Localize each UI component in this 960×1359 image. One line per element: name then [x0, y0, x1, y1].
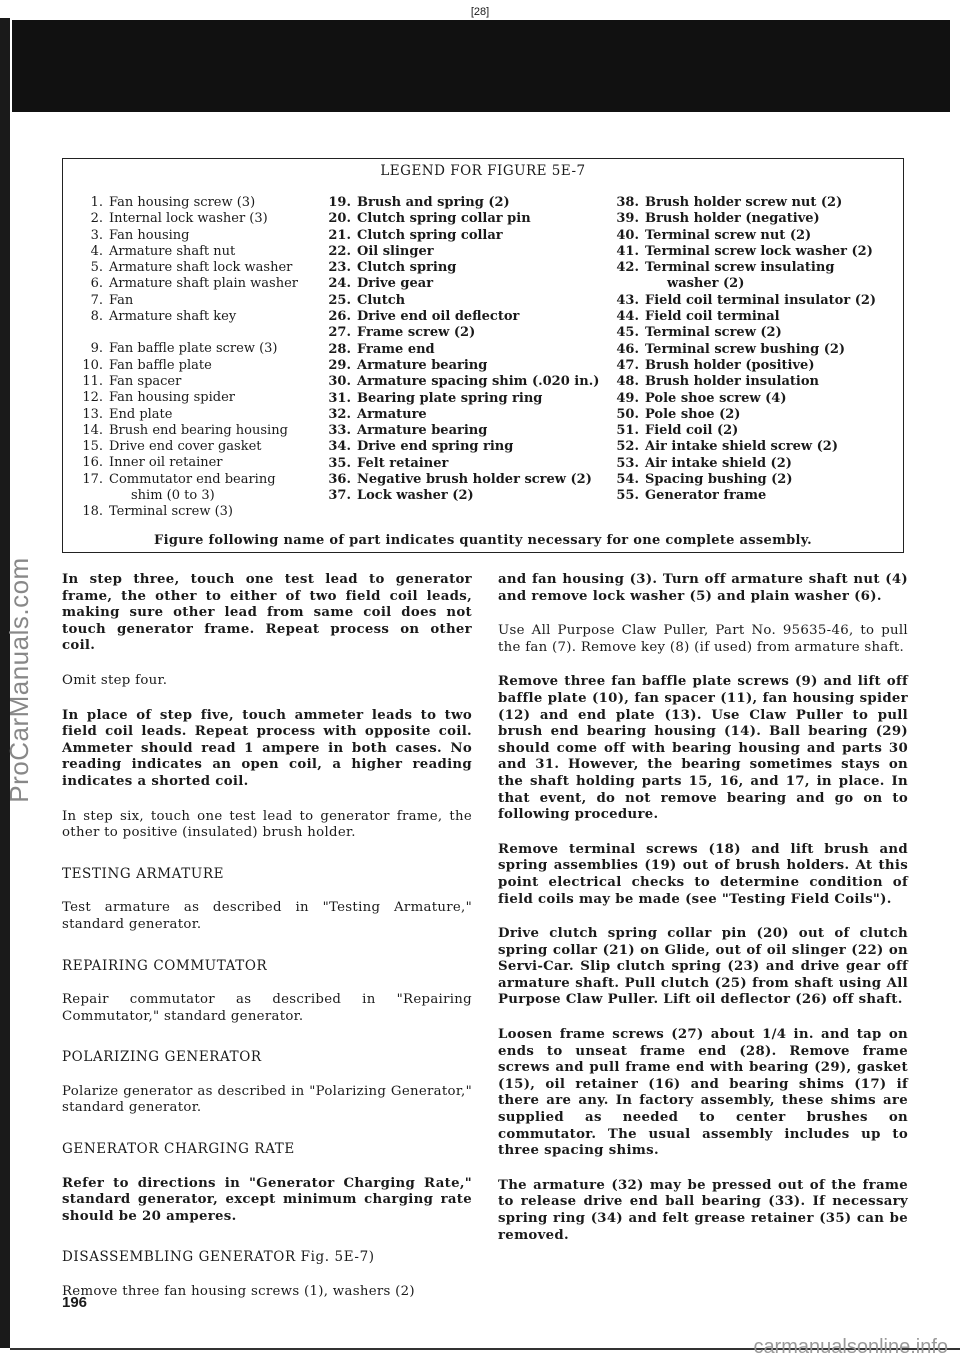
legend-item: 34. Drive end spring ring	[328, 439, 514, 455]
paragraph: Drive clutch spring collar pin (20) out of clutch spring collar (21) on Glide, out of oil slinger (22) on Servi-Car. Slip clutch spring (23) and drive gear off armature shaft. Pull clutch (25) from shaft using All Purpose Claw Puller. Lift oil deflector (26) off shaft.	[498, 926, 908, 1008]
legend-item: 54. Spacing bushing (2)	[616, 472, 793, 488]
legend-item: 31. Bearing plate spring ring	[328, 390, 543, 406]
section-heading: POLARIZING GENERATOR	[62, 1049, 262, 1066]
paragraph: Omit step four.	[62, 672, 168, 688]
legend-item: shim (0 to 3)	[131, 488, 215, 504]
legend-item: 23. Clutch spring	[328, 260, 457, 276]
paragraph: Remove three fan baffle plate screws (9) and lift off baffle plate (10), fan spacer (11), fan housing spider (12) and end plate (13). Use Claw Puller to pull brush end bearing housing (14). Ball bearing (29) should come off with bearing housing and parts 30 and 31. However, the bearing sometimes stays on the shaft holding parts 15, 16, and 17, in place. In that event, do not remove bearing and go on to following procedure.	[498, 674, 908, 823]
legend-item: 16. Inner oil retainer	[82, 455, 223, 471]
legend-item: 3. Fan housing	[90, 227, 190, 243]
header-black-bar	[12, 20, 950, 112]
legend-item: washer (2)	[667, 276, 745, 292]
legend-item: 26. Drive end oil deflector	[328, 309, 520, 325]
paragraph: and fan housing (3). Turn off armature shaft nut (4) and remove lock washer (5) and plain washer (6).	[498, 572, 908, 604]
legend-item: 11. Fan spacer	[82, 373, 182, 389]
legend-item: 45. Terminal screw (2)	[616, 325, 782, 341]
legend-item: 27. Frame screw (2)	[328, 325, 476, 341]
legend-item: 48. Brush holder insulation	[616, 374, 819, 390]
legend-column-3	[603, 195, 876, 505]
scan-page-label: [28]	[470, 6, 490, 18]
right-text-column	[498, 572, 908, 1262]
legend-item: 9. Fan baffle plate screw (3)	[90, 341, 278, 357]
legend-item: 36. Negative brush holder screw (2)	[328, 472, 592, 488]
legend-column-1	[67, 195, 298, 521]
legend-item: 30. Armature spacing shim (.020 in.)	[328, 374, 600, 390]
legend-item: 10. Fan baffle plate	[82, 357, 212, 373]
legend-item: 28. Frame end	[328, 341, 435, 357]
legend-item: 51. Field coil (2)	[616, 423, 739, 439]
paragraph: Remove three fan housing screws (1), washers (2)	[62, 1284, 415, 1300]
legend-item: 44. Field coil terminal	[616, 309, 780, 325]
legend-item: 29. Armature bearing	[328, 357, 488, 373]
legend-title: LEGEND FOR FIGURE 5E-7	[380, 163, 586, 179]
legend-item: 42. Terminal screw insulating	[616, 260, 835, 276]
paragraph: In place of step five, touch ammeter leads to two field coil leads. Repeat process with opposite coil. Ammeter should read 1 ampere in both cases. No reading indicates an open coil, a higher reading indicates a shorted coil.	[62, 707, 472, 789]
legend-item: 33. Armature bearing	[328, 423, 488, 439]
legend-item: 38. Brush holder screw nut (2)	[616, 195, 843, 210]
page-number: 196	[62, 1294, 88, 1311]
paragraph: Remove terminal screws (18) and lift brush and spring assemblies (19) out of brush holders. At this point electrical checks to determine condition of field coils may be made (see "Testing Field Coils").	[498, 841, 908, 907]
legend-item: 4. Armature shaft nut	[90, 243, 236, 259]
legend-item: 32. Armature	[328, 406, 427, 422]
legend-item: 25. Clutch	[328, 292, 406, 308]
legend-item: 49. Pole shoe screw (4)	[616, 390, 787, 406]
legend-item: 52. Air intake shield screw (2)	[616, 439, 838, 455]
legend-item: 37. Lock washer (2)	[328, 488, 474, 504]
legend-box	[62, 158, 904, 553]
legend-footnote: Figure following name of part indicates quantity necessary for one complete assembly.	[154, 533, 812, 548]
paragraph: Polarize generator as described in "Polarizing Generator," standard generator.	[62, 1083, 472, 1116]
paragraph: In step six, touch one test lead to generator frame, the other to positive (insulated) brush holder.	[62, 808, 472, 841]
legend-item: 41. Terminal screw lock washer (2)	[616, 243, 873, 259]
legend-item: 46. Terminal screw bushing (2)	[616, 341, 846, 357]
legend-item: 43. Field coil terminal insulator (2)	[616, 292, 877, 308]
legend-item: 24. Drive gear	[328, 276, 434, 292]
legend-item: 19. Brush and spring (2)	[328, 195, 510, 210]
left-text-column	[62, 572, 472, 1319]
legend-item: 39. Brush holder (negative)	[616, 211, 820, 227]
footer-watermark-logo: carmanualsonline.info	[753, 1336, 948, 1358]
legend-item: 53. Air intake shield (2)	[616, 455, 792, 471]
legend-item: 22. Oil slinger	[328, 243, 434, 259]
legend-item: 8. Armature shaft key	[90, 309, 237, 325]
paragraph: The armature (32) may be pressed out of the frame to release drive end ball bearing (33). If necessary spring ring (34) and felt grease retainer (35) can be removed.	[498, 1177, 908, 1243]
legend-item: 21. Clutch spring collar	[328, 227, 503, 243]
legend-item: 18. Terminal screw (3)	[82, 504, 234, 520]
paragraph: Loosen frame screws (27) about 1/4 in. and tap on ends to unseat frame end (28). Remove frame screws and pull frame end with bearing (29), gasket (15), oil retainer (16) and bearing shims (17) if there are any. In factory assembly, these shims are supplied as needed to center brushes on commutator. The usual assembly includes up to three spacing shims.	[498, 1027, 908, 1159]
paragraph: In step three, touch one test lead to generator frame, the other to either of two field coil leads, making sure other lead from same coil does not touch generator frame. Repeat process on other coil.	[62, 572, 472, 654]
legend-item: 12. Fan housing spider	[82, 390, 236, 406]
section-heading: DISASSEMBLING GENERATOR Fig. 5E-7)	[62, 1249, 375, 1266]
legend-item: 17. Commutator end bearing	[82, 471, 276, 487]
legend-item: 47. Brush holder (positive)	[616, 357, 815, 373]
paragraph: Refer to directions in "Generator Charging Rate," standard generator, except minimum charging rate should be 20 amperes.	[62, 1175, 472, 1224]
legend-column-2	[315, 195, 599, 505]
legend-item: 1. Fan housing screw (3)	[90, 195, 256, 210]
legend-item: 50. Pole shoe (2)	[616, 406, 741, 422]
legend-item: 7. Fan	[90, 292, 134, 308]
legend-item: 14. Brush end bearing housing	[82, 422, 288, 438]
section-heading: TESTING ARMATURE	[62, 865, 225, 882]
paragraph: Test armature as described in "Testing Armature," standard generator.	[62, 900, 472, 932]
legend-item: 13. End plate	[82, 406, 173, 422]
legend-item: 55. Generator frame	[616, 488, 767, 504]
legend-item: 40. Terminal screw nut (2)	[616, 227, 812, 243]
legend-item: 5. Armature shaft lock washer	[90, 260, 293, 276]
section-heading: REPAIRING COMMUTATOR	[62, 957, 268, 974]
legend-item: 6. Armature shaft plain washer	[90, 276, 299, 292]
paragraph: Use All Purpose Claw Puller, Part No. 95635-46, to pull the fan (7). Remove key (8) (if used) from armature shaft.	[498, 623, 908, 655]
legend-item: 20. Clutch spring collar pin	[328, 211, 531, 227]
legend-item: 2. Internal lock washer (3)	[90, 211, 268, 227]
section-heading: GENERATOR CHARGING RATE	[62, 1141, 295, 1158]
paragraph: Repair commutator as described in "Repairing Commutator," standard generator.	[62, 992, 472, 1024]
legend-item: 35. Felt retainer	[328, 455, 449, 471]
legend-item: 15. Drive end cover gasket	[82, 439, 262, 455]
watermark-text: ProCarManuals.com	[4, 557, 34, 803]
